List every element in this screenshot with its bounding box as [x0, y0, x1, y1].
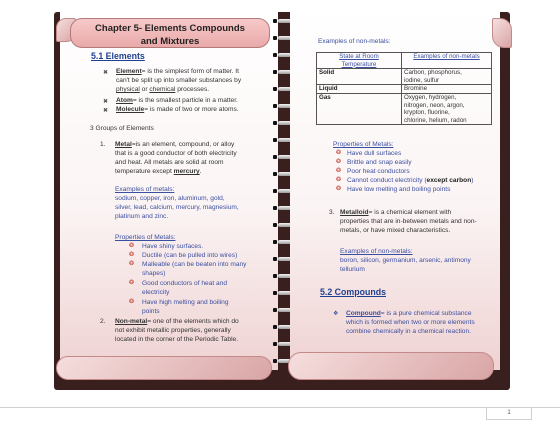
bullet-icon: ❂: [129, 280, 135, 286]
table-cell-state: Solid: [317, 69, 402, 85]
table-row: [317, 93, 492, 124]
nonmetal-property-item: Cannot conduct electricity (except carbon): [347, 177, 474, 184]
binding-hole: [273, 172, 277, 176]
bullet-icon: ❂: [129, 299, 135, 305]
bullet-icon: ❂: [336, 168, 342, 174]
binding-hole: [273, 325, 277, 329]
nonmetal-definition-line3: located in the corner of the Periodic Table.: [115, 336, 239, 343]
bullet-icon: ❂: [336, 177, 342, 183]
binding-hole: [273, 87, 277, 91]
left-page-bottom-curl: [56, 356, 272, 380]
table-cell-state: Liquid: [317, 85, 402, 94]
metal-property-item-continued: points: [142, 308, 160, 315]
metalloid-examples-label: Examples of non-metals:: [340, 248, 413, 255]
table-header-row: [317, 53, 492, 69]
examples-of-metals-line1: sodium, copper, iron, aluminum, gold,: [115, 195, 225, 202]
chapter-title-banner: [70, 18, 270, 48]
binding-hole: [273, 19, 277, 23]
nonmetal-definition-line2: not exhibit metallic properties, generally: [115, 327, 231, 334]
page-number: 1: [486, 407, 532, 420]
binding-hole: [273, 70, 277, 74]
bullet-icon: ❂: [129, 252, 135, 258]
compound-definition-line2: which is formed when two or more elements: [346, 319, 475, 326]
bullet-icon: ✖: [103, 99, 109, 105]
nonmetal-definition-line1: Non-metal= one of the elements which do: [115, 318, 239, 325]
metal-property-item-continued: shapes): [142, 270, 166, 277]
binding-hole: [273, 240, 277, 244]
binding-hole: [273, 342, 277, 346]
binding-hole: [273, 155, 277, 159]
molecule-definition: Molecule= is made of two or more atoms.: [116, 106, 239, 113]
metalloid-definition-line3: metals, or have mixed characteristics.: [340, 227, 451, 234]
binding-hole: [273, 121, 277, 125]
section-5-1-heading: 5.1 Elements: [91, 51, 145, 61]
right-page-bottom-curl: [288, 352, 494, 380]
page-footer-rule: [0, 407, 560, 408]
binding-hole: [273, 138, 277, 142]
table-cell-examples: Oxygen, hydrogen, nitrogen, neon, argon, krypton, fluorine, chlorine, helium, radon: [402, 93, 492, 124]
table-header-state: State at Room Temperature: [317, 53, 402, 69]
compound-definition-line1: Compound= is a pure chemical substance: [346, 310, 472, 317]
diamond-bullet-icon: ❖: [333, 311, 339, 317]
section-5-2-heading: 5.2 Compounds: [320, 287, 386, 297]
metal-property-item: Have high melting and boiling: [142, 299, 229, 306]
bullet-icon: ❂: [336, 150, 342, 156]
metal-number: 1.: [100, 141, 106, 148]
bullet-icon: ❂: [129, 261, 135, 267]
element-definition-line3: physical or chemical processes.: [116, 86, 210, 93]
element-definition-line1: Element= is the simplest form of matter. It: [116, 68, 239, 75]
groups-heading: 3 Groups of Elements: [90, 125, 154, 132]
table-row: [317, 85, 492, 94]
bullet-icon: ✖: [103, 108, 109, 114]
atom-definition: Atom= is the smallest particle in a matter.: [116, 97, 238, 104]
properties-of-metals-label: Properties of Metals:: [115, 234, 176, 241]
nonmetals-table: [316, 52, 492, 125]
table-cell-examples: Carbon, phosphorus, iodine, sulfur: [402, 69, 492, 85]
examples-of-metals-line3: platinum and zinc.: [115, 213, 169, 220]
element-definition-line2: can't be split up into smaller substances by: [116, 77, 242, 84]
right-page-top-curl: [492, 18, 512, 48]
binding-hole: [273, 291, 277, 295]
nonmetal-property-item: Have dull surfaces: [347, 150, 402, 157]
metal-definition-line1: Metal=is an element, compound, or alloy: [115, 141, 235, 148]
binding-hole: [273, 257, 277, 261]
binding-hole: [273, 189, 277, 193]
chapter-title-line2: and Mixtures: [140, 36, 200, 47]
binding-hole: [273, 36, 277, 40]
bullet-icon: ✖: [103, 70, 109, 76]
metal-property-item: Ductile (can be pulled into wires): [142, 252, 238, 259]
chapter-title-line1: Chapter 5- Elements Compounds: [95, 23, 245, 34]
compound-definition-line3: combine chemically in a chemical reaction.: [346, 328, 471, 335]
binding-hole: [273, 223, 277, 227]
table-row: [317, 69, 492, 85]
metalloid-number: 3.: [329, 209, 335, 216]
metal-property-item: Good conductors of heat and: [142, 280, 228, 287]
table-cell-examples: Bromine: [402, 85, 492, 94]
right-examples-of-nonmetals-label: Examples of non-metals:: [318, 38, 391, 45]
binding-hole: [273, 359, 277, 363]
metalloid-examples-line2: tellurium: [340, 266, 365, 273]
bullet-icon: ❂: [336, 186, 342, 192]
metal-property-item-continued: electricity: [142, 289, 170, 296]
metal-definition-line3: and heat. All metals are solid at room: [115, 159, 224, 166]
binding-hole: [273, 206, 277, 210]
nonmetal-property-item: Have low melting and boiling points: [347, 186, 451, 193]
binding-hole: [273, 104, 277, 108]
metalloid-definition-line2: properties that are in-between metals and non-: [340, 218, 477, 225]
metal-definition-line2: that is a good conductor of both electricity: [115, 150, 237, 157]
metal-property-item: Have shiny surfaces.: [142, 243, 204, 250]
table-header-examples: Examples of non-metals: [402, 53, 492, 69]
nonmetal-property-item: Brittle and snap easily: [347, 159, 412, 166]
nonmetal-number: 2.: [100, 318, 106, 325]
binding-hole: [273, 53, 277, 57]
metal-property-item: Malleable (can be beaten into many: [142, 261, 247, 268]
binding-hole: [273, 274, 277, 278]
nonmetal-property-item: Poor heat conductors: [347, 168, 410, 175]
binding-hole: [273, 308, 277, 312]
examples-of-metals-label: Examples of metals:: [115, 186, 175, 193]
metal-definition-line4: temperature except mercury.: [115, 168, 202, 175]
table-cell-state: Gas: [317, 93, 402, 124]
examples-of-metals-line2: silver, lead, calcium, mercury, magnesium,: [115, 204, 239, 211]
bullet-icon: ❂: [336, 159, 342, 165]
bullet-icon: ❂: [129, 243, 135, 249]
metalloid-examples-line1: boron, silicon, germanium, arsenic, antimony: [340, 257, 471, 264]
metalloid-definition-line1: Metalloid= is a chemical element with: [340, 209, 452, 216]
properties-of-nonmetals-label: Properties of Metals:: [333, 141, 394, 148]
